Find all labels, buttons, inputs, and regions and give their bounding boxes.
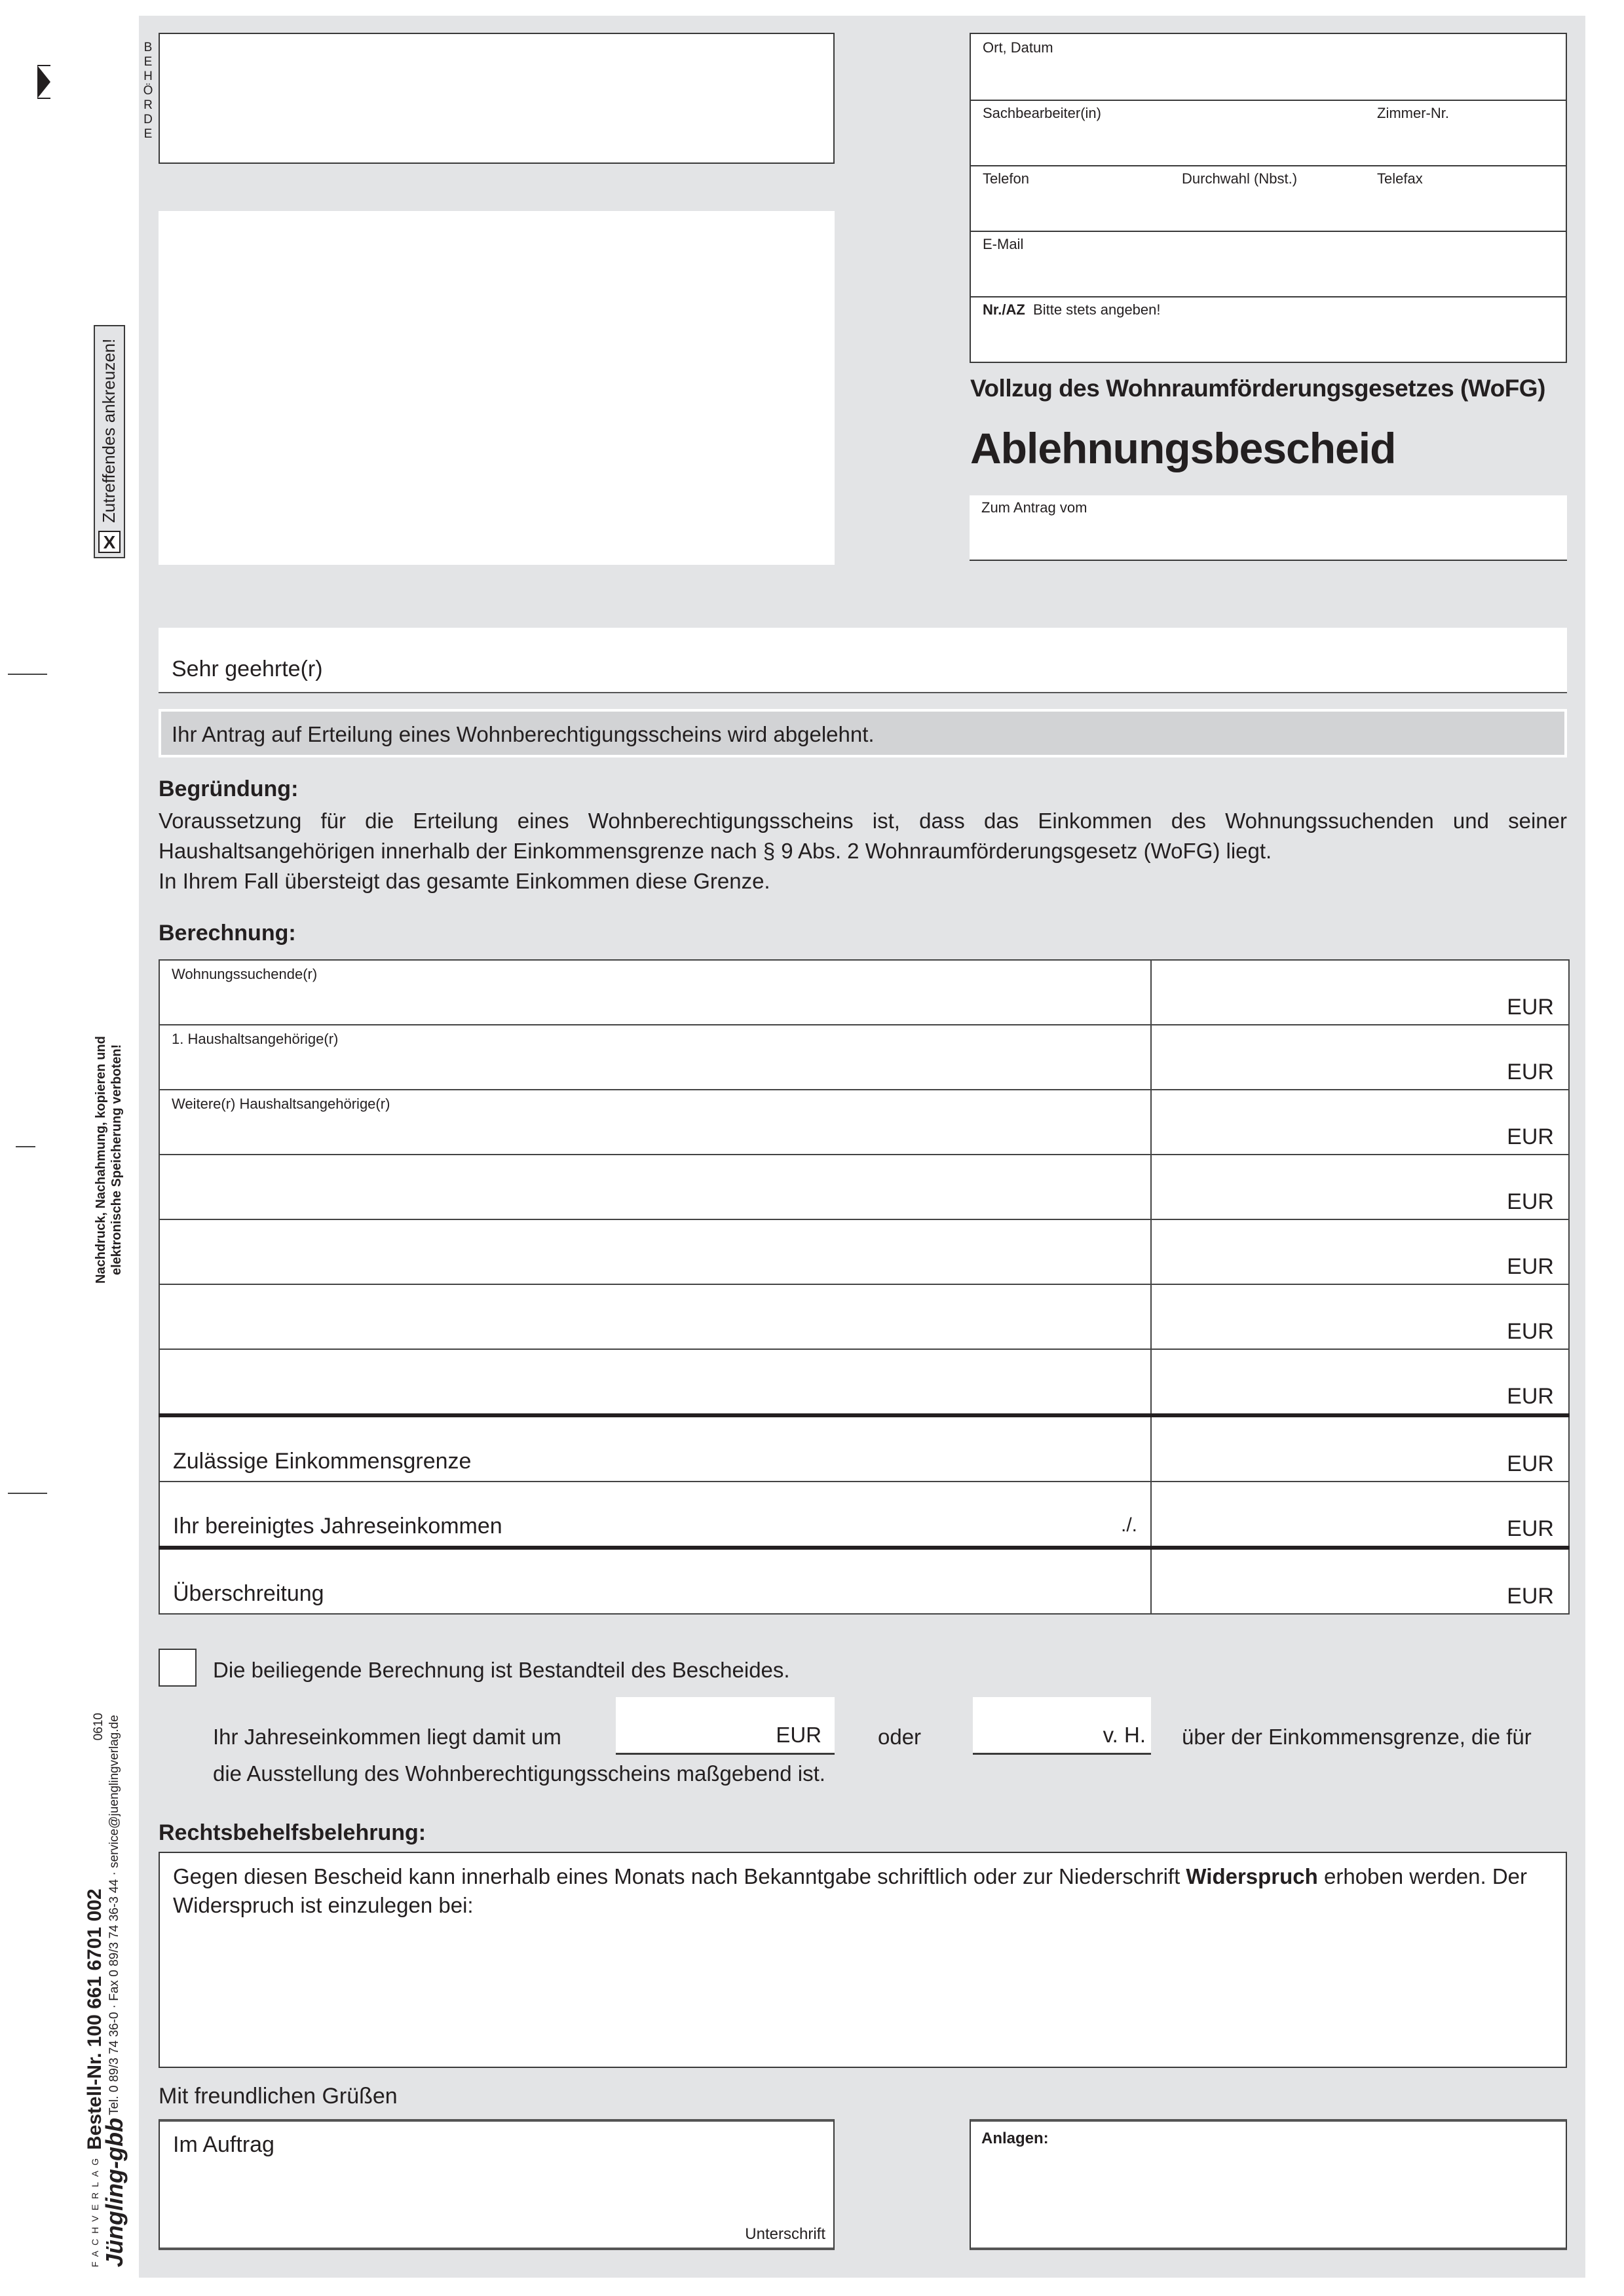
checkbox-hint-text: Zutreffendes ankreuzen! — [99, 338, 119, 523]
window-marker-icon — [37, 65, 52, 99]
antrag-vom-label: Zum Antrag vom — [981, 499, 1087, 516]
closing-greeting: Mit freundlichen Grüßen — [159, 2084, 398, 2109]
recipient-address-field[interactable] — [159, 211, 835, 565]
legal-box[interactable] — [159, 1852, 1567, 2068]
or-text: oder — [878, 1725, 922, 1749]
sachbearbeiter-field[interactable] — [971, 100, 1566, 166]
attachments-box[interactable] — [970, 2119, 1567, 2250]
berechnung-heading: Berechnung: — [159, 921, 296, 946]
currency-label: EUR — [1507, 1584, 1554, 1609]
signature-label: Unterschrift — [745, 2225, 825, 2243]
table-row — [159, 1284, 1569, 1349]
percent-unit: v. H. — [1103, 1723, 1146, 1747]
legal-text-bold: Widerspruch — [1186, 1864, 1318, 1888]
table-row — [159, 960, 1569, 1025]
calculation-table — [159, 959, 1570, 1615]
table-row — [159, 1349, 1569, 1415]
publisher-block — [84, 1714, 128, 2267]
authority-letter: D — [143, 113, 153, 126]
fold-mark-middle — [16, 1146, 35, 1147]
subtitle: Vollzug des Wohnraumförderungsgesetzes (WoFG) — [970, 375, 1545, 402]
legal-heading: Rechtsbehelfsbelehrung: — [159, 1820, 426, 1845]
authority-letter: B — [143, 41, 153, 54]
currency-label: EUR — [1507, 1451, 1554, 1476]
income-name-cell[interactable] — [159, 1025, 1151, 1090]
checkbox-hint-box — [94, 325, 125, 558]
telefon-field[interactable] — [971, 165, 1566, 232]
table-row — [159, 1155, 1569, 1219]
currency-label: EUR — [1507, 1254, 1554, 1279]
authority-letter: E — [143, 127, 153, 141]
publisher-logo: Jüngling-gbb — [101, 2118, 128, 2267]
income-name-cell[interactable] — [159, 1349, 1151, 1415]
begruendung-text — [159, 806, 1567, 896]
income-label-cell — [159, 1482, 1151, 1548]
form-version: 0610 — [92, 1713, 105, 1741]
begruendung-conclusion: In Ihrem Fall übersteigt das gesamte Einkommen diese Grenze. — [159, 869, 770, 893]
begruendung-paragraph: Voraussetzung für die Erteilung eines Wohnberechtigungsscheins ist, dass das Einkommen des Wohnungssuchenden und seiner Haushaltsangehörigen innerhalb der Einkommensgrenze nach § 9 Abs. 2 Wohnraumförderungsgesetz (WoFG) liegt. — [159, 809, 1567, 863]
limit-row — [159, 1415, 1569, 1482]
salutation-text: Sehr geehrte(r) — [172, 657, 323, 681]
income-amount-cell[interactable] — [1151, 960, 1569, 1025]
currency-label: EUR — [1507, 1319, 1554, 1344]
excess-suffix: über der Einkommensgrenze, die für — [1182, 1725, 1532, 1749]
income-row — [159, 1482, 1569, 1548]
authority-letter: Ö — [143, 84, 153, 98]
attached-calculation-label: Die beiliegende Berechnung ist Bestandteil des Bescheides. — [213, 1658, 790, 1682]
telefon-label: Telefon — [983, 170, 1029, 187]
currency-label: EUR — [1507, 1516, 1554, 1541]
row-label: Wohnungssuchende(r) — [172, 966, 318, 982]
legal-text — [173, 1862, 1542, 1920]
income-amount-cell[interactable] — [1151, 1219, 1569, 1284]
decision-text: Ihr Antrag auf Erteilung eines Wohnberechtigungsscheins wird abgelehnt. — [172, 722, 875, 746]
nr-az-label — [983, 301, 1161, 318]
fold-mark-bottom — [8, 1493, 47, 1494]
excess-line-2: die Ausstellung des Wohnberechtigungsscheins maßgebend ist. — [213, 1761, 825, 1786]
publisher-tag: FACHVERLAG — [90, 2152, 100, 2267]
row-label: Weitere(r) Haushaltsangehörige(r) — [172, 1096, 390, 1112]
income-amount-cell[interactable] — [1151, 1349, 1569, 1415]
table-row — [159, 1090, 1569, 1155]
antrag-vom-field[interactable] — [970, 495, 1567, 561]
authority-letter: E — [143, 55, 153, 69]
authority-letter: R — [143, 98, 153, 112]
legal-text-part: Gegen diesen Bescheid kann innerhalb eines Monats nach Bekanntgabe schriftlich oder zur Niederschrift — [173, 1864, 1186, 1888]
excess-prefix: Ihr Jahreseinkommen liegt damit um — [213, 1725, 561, 1749]
row-label: 1. Haushaltsangehörige(r) — [172, 1031, 339, 1047]
publisher-contact: Tel. 0 89/3 74 36-0 · Fax 0 89/3 74 36-3 44 · service@juenglingverlag.de — [107, 1714, 121, 2115]
income-name-cell[interactable] — [159, 1284, 1151, 1349]
order-number: Bestell-Nr. 100 661 6701 002 — [84, 1888, 105, 2151]
table-row — [159, 1025, 1569, 1090]
income-amount-cell[interactable] — [1151, 1482, 1569, 1548]
im-auftrag-label: Im Auftrag — [173, 2132, 274, 2157]
excess-label: Überschreitung — [173, 1581, 324, 1606]
currency-label: EUR — [1507, 1060, 1554, 1084]
income-amount-cell[interactable] — [1151, 1155, 1569, 1219]
currency-label: EUR — [1507, 1384, 1554, 1409]
income-name-cell[interactable] — [159, 960, 1151, 1025]
signature-box[interactable] — [159, 2119, 835, 2250]
limit-label-cell — [159, 1415, 1151, 1482]
email-field[interactable] — [971, 231, 1566, 297]
currency-label: EUR — [1507, 1124, 1554, 1149]
attachments-label: Anlagen: — [981, 2130, 1049, 2147]
checkbox-example-x: X — [98, 531, 121, 553]
table-row — [159, 1219, 1569, 1284]
salutation-field[interactable] — [159, 628, 1567, 693]
income-name-cell[interactable] — [159, 1090, 1151, 1155]
header-fields-box — [970, 33, 1567, 363]
ort-datum-field[interactable] — [971, 34, 1566, 101]
currency-label: EUR — [1507, 1189, 1554, 1214]
excess-label-cell — [159, 1548, 1151, 1614]
income-amount-cell[interactable] — [1151, 1284, 1569, 1349]
copyright-notice — [93, 1016, 124, 1304]
nr-az-field[interactable] — [971, 296, 1566, 362]
income-name-cell[interactable] — [159, 1155, 1151, 1219]
minus-icon: ./. — [1120, 1514, 1137, 1536]
authority-letter: H — [143, 69, 153, 83]
authority-field[interactable] — [159, 33, 835, 164]
currency-label: EUR — [1507, 995, 1554, 1020]
nr-az-hint: Bitte stets angeben! — [1033, 301, 1161, 318]
nr-az-bold: Nr./AZ — [983, 301, 1025, 318]
sachbearbeiter-label: Sachbearbeiter(in) — [983, 105, 1101, 121]
page-title: Ablehnungsbescheid — [970, 424, 1396, 472]
email-label: E-Mail — [983, 236, 1024, 252]
income-name-cell[interactable] — [159, 1219, 1151, 1284]
zimmer-label: Zimmer-Nr. — [1377, 105, 1449, 121]
publisher-line-2 — [101, 1714, 128, 2267]
eur-unit: EUR — [776, 1723, 821, 1747]
durchwahl-label: Durchwahl (Nbst.) — [1182, 170, 1298, 187]
excess-percent-field[interactable] — [973, 1697, 1151, 1755]
limit-amount-cell[interactable] — [1151, 1415, 1569, 1482]
decision-banner — [159, 709, 1567, 757]
excess-row — [159, 1548, 1569, 1614]
income-amount-cell[interactable] — [1151, 1090, 1569, 1155]
limit-label: Zulässige Einkommensgrenze — [173, 1449, 472, 1474]
telefax-label: Telefax — [1377, 170, 1423, 187]
income-label: Ihr bereinigtes Jahreseinkommen — [173, 1514, 502, 1539]
copyright-line-1: Nachdruck, Nachahmung, kopieren und — [94, 1036, 108, 1284]
fold-mark-top — [8, 674, 47, 675]
copyright-line-2: elektronische Speicherung verboten! — [109, 1044, 124, 1276]
ort-datum-label: Ort, Datum — [983, 39, 1053, 56]
income-amount-cell[interactable] — [1151, 1025, 1569, 1090]
excess-eur-field[interactable] — [616, 1697, 835, 1755]
excess-amount-cell[interactable] — [1151, 1548, 1569, 1614]
legal-text-part: erhoben werden. Der Widerspruch ist einzulegen bei: — [173, 1864, 1528, 1917]
authority-label — [142, 41, 155, 142]
attached-calculation-checkbox[interactable] — [159, 1649, 197, 1687]
begruendung-heading: Begründung: — [159, 776, 299, 801]
